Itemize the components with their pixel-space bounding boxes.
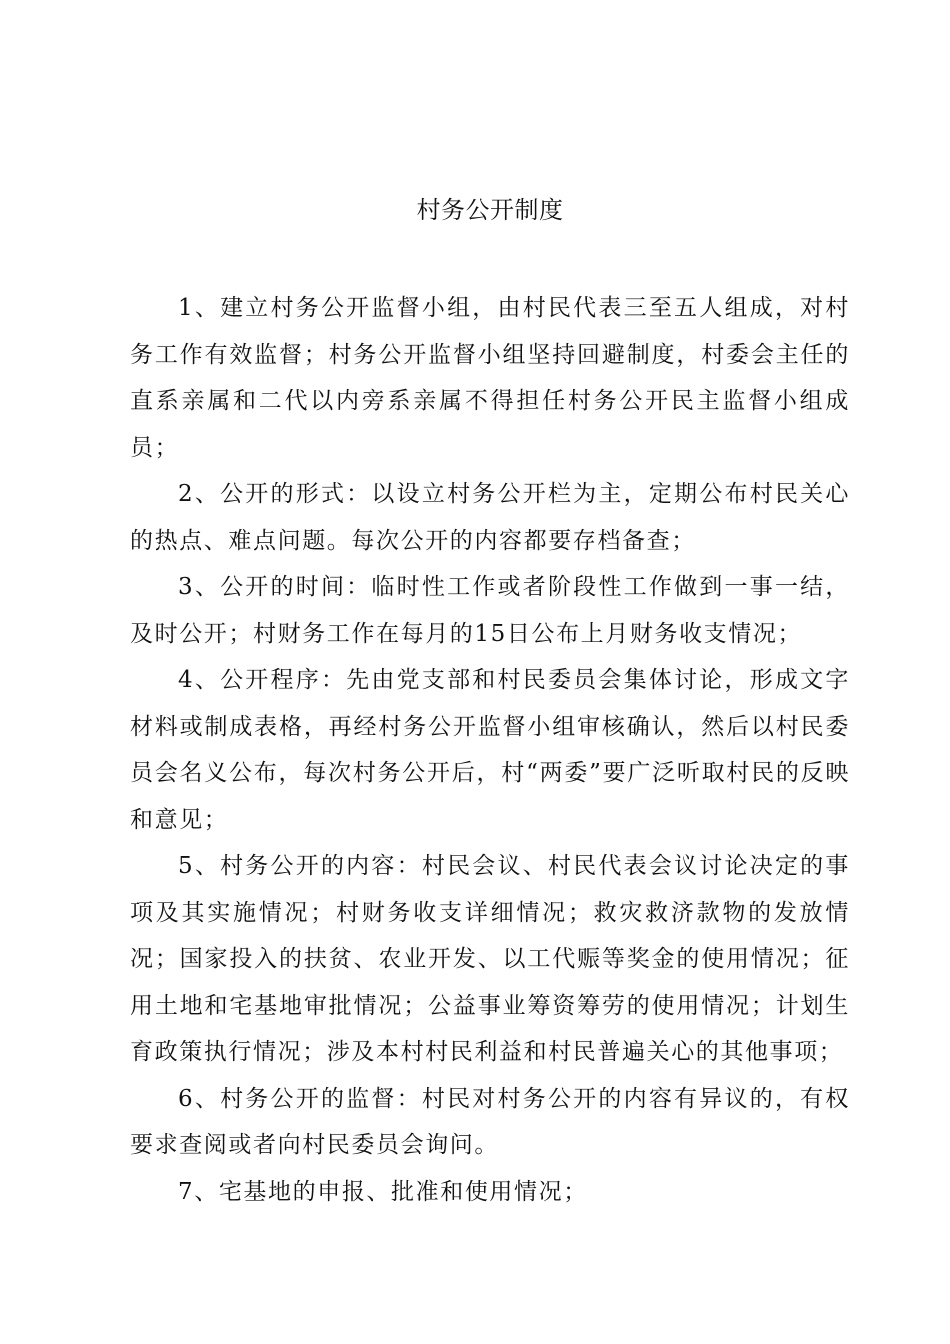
document-body (130, 285, 850, 1215)
paragraph-1: 1、建立村务公开监督小组，由村民代表三至五人组成，对村务工作有效监督；村务公开监督小组坚持回避制度，村委会主任的直系亲属和二代以内旁系亲属不得担任村务公开民主监督小组成员； (130, 295, 850, 461)
paragraph-7: 7、宅基地的申报、批准和使用情况； (178, 1178, 588, 1205)
paragraph-4: 4、公开程序：先由党支部和村民委员会集体讨论，形成文字材料或制成表格，再经村务公开监督小组审核确认，然后以村民委员会名义公布，每次村务公开后，村“两委”要广泛听取村民的反映和意见； (130, 667, 850, 833)
paragraph-2: 2、公开的形式：以设立村务公开栏为主，定期公布村民关心的热点、难点问题。每次公开的内容都要存档备查； (130, 481, 850, 554)
paragraph-5: 5、村务公开的内容：村民会议、村民代表会议讨论决定的事项及其实施情况；村财务收支详细情况；救灾救济款物的发放情况；国家投入的扶贫、农业开发、以工代赈等奖金的使用情况；征用土地和宅基地审批情况；公益事业筹资筹劳的使用情况；计划生育政策执行情况；涉及本村村民利益和村民普遍关心的其他事项； (130, 853, 850, 1065)
paragraph-6: 6、村务公开的监督：村民对村务公开的内容有异议的，有权要求查阅或者向村民委员会询问。 (130, 1085, 850, 1158)
paragraph-3: 3、公开的时间：临时性工作或者阶段性工作做到一事一结，及时公开；村财务工作在每月的15日公布上月财务收支情况； (130, 574, 850, 647)
page-title: 村务公开制度 (416, 196, 564, 224)
